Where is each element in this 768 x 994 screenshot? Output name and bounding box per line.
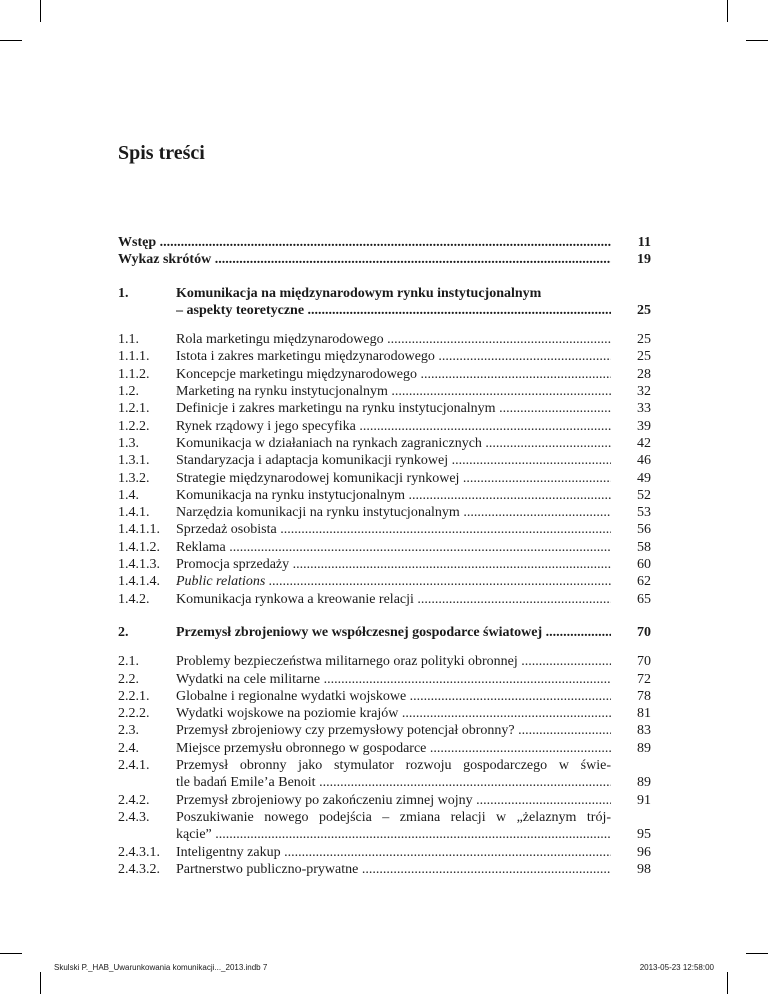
toc-number: 2.4.3.1. — [118, 844, 160, 860]
toc-number: 1.2.2. — [118, 418, 150, 434]
toc-entry-text: Miejsce przemysłu obronnego w gospodarce ..... — [176, 740, 611, 757]
toc-page-number: 89 — [637, 740, 651, 756]
toc-number: 1.4. — [118, 487, 139, 503]
toc-number: 1.2. — [118, 384, 139, 400]
toc-page-number: 91 — [637, 792, 651, 808]
toc-number: 1.3.2. — [118, 470, 150, 486]
print-footer-filename: Skulski P._HAB_Uwarunkowania komunikacji..._2013.indb 7 — [54, 963, 268, 972]
crop-mark — [746, 953, 768, 954]
table-of-contents — [118, 234, 651, 878]
crop-mark — [746, 40, 768, 41]
toc-row[interactable] — [118, 705, 651, 722]
toc-page-number: 25 — [637, 349, 651, 365]
toc-page-number: 19 — [637, 252, 651, 268]
toc-page-number: 25 — [637, 302, 651, 318]
toc-page-number: 33 — [637, 401, 651, 417]
print-footer-timestamp: 2013-05-23 12:58:00 — [639, 963, 714, 972]
toc-number: 1.1.2. — [118, 366, 150, 382]
toc-page-number: 83 — [637, 723, 651, 739]
toc-number: 2.2.2. — [118, 706, 150, 722]
toc-page-number: 39 — [637, 418, 651, 434]
toc-row[interactable] — [118, 366, 651, 383]
toc-page-number: 72 — [637, 671, 651, 687]
toc-row[interactable] — [118, 539, 651, 556]
toc-chapter-2-tail-items — [118, 844, 651, 879]
toc-entry-text: Koncepcje marketingu międzynarodowego ..... — [176, 366, 611, 383]
toc-number: 1.1. — [118, 332, 139, 348]
toc-page-number: 56 — [637, 522, 651, 538]
toc-entry-text: Przemysł zbrojeniowy czy przemysłowy potencjał obronny? ..... — [176, 722, 611, 739]
toc-entry-text: Rola marketingu międzynarodowego ..... — [176, 331, 611, 348]
toc-page-number: 81 — [637, 706, 651, 722]
toc-entry-text: Public relations ..... — [176, 573, 611, 590]
crop-mark — [40, 0, 41, 22]
toc-entry-text: Globalne i regionalne wydatki wojskowe ..... — [176, 688, 611, 705]
toc-number: 2.4. — [118, 740, 139, 756]
toc-page-number: 70 — [637, 624, 651, 640]
toc-page-number: 95 — [637, 827, 651, 843]
page-title: Spis treści — [118, 142, 205, 164]
toc-number: 1.3.1. — [118, 453, 150, 469]
toc-entry-text: Komunikacja rynkowa a kreowanie relacji ..... — [176, 591, 611, 608]
toc-chapter-1-items — [118, 331, 651, 608]
toc-row[interactable] — [118, 504, 651, 521]
toc-chapter-1[interactable] — [118, 285, 651, 320]
toc-page-number: 98 — [637, 861, 651, 877]
front-matter — [118, 234, 651, 269]
toc-row-wykaz-skrotow[interactable] — [118, 251, 651, 268]
toc-entry-text: Komunikacja na rynku instytucjonalnym ..... — [176, 487, 611, 504]
toc-row[interactable] — [118, 844, 651, 861]
toc-entry-text: Istota i zakres marketingu międzynarodowego ..... — [176, 348, 611, 365]
toc-entry-text: Reklama ..... — [176, 539, 611, 556]
crop-mark — [0, 953, 22, 954]
toc-chapter-2-items — [118, 653, 651, 757]
toc-entry-text: Rynek rządowy i jego specyfika ..... — [176, 418, 611, 435]
toc-number: 2.2. — [118, 671, 139, 687]
toc-chapter-2[interactable] — [118, 624, 651, 641]
toc-row[interactable] — [118, 792, 651, 809]
toc-number: 1.4.1. — [118, 505, 150, 521]
toc-row[interactable] — [118, 671, 651, 688]
toc-row[interactable] — [118, 452, 651, 469]
toc-number: 1.3. — [118, 435, 139, 451]
toc-entry-text: Wydatki wojskowe na poziomie krajów ..... — [176, 705, 611, 722]
toc-number: 2.2.1. — [118, 688, 150, 704]
toc-page-number: 11 — [637, 235, 651, 250]
toc-row[interactable] — [118, 418, 651, 435]
toc-row[interactable] — [118, 521, 651, 538]
toc-row[interactable] — [118, 383, 651, 400]
toc-row[interactable] — [118, 861, 651, 878]
toc-row[interactable] — [118, 591, 651, 608]
toc-row[interactable] — [118, 435, 651, 452]
toc-entry-text: Problemy bezpieczeństwa militarnego oraz polityki obronnej ..... — [176, 653, 611, 670]
toc-entry-text: Komunikacja w działaniach na rynkach zagranicznych ..... — [176, 435, 611, 452]
toc-row[interactable] — [118, 653, 651, 670]
toc-entry-text: Wykaz skrótów ..... — [118, 251, 611, 268]
toc-row[interactable] — [118, 487, 651, 504]
toc-row[interactable] — [118, 331, 651, 348]
toc-number: 1.4.1.1. — [118, 522, 160, 538]
toc-page-number: 42 — [637, 435, 651, 451]
toc-entry-text: tle badań Emile’a Benoit ..... — [176, 774, 611, 791]
toc-entry-text: Standaryzacja i adaptacja komunikacji rynkowej ..... — [176, 452, 611, 469]
toc-number: 2.4.3.2. — [118, 861, 160, 877]
toc-entry-text: Sprzedaż osobista ..... — [176, 521, 611, 538]
toc-number: 1. — [118, 285, 129, 301]
toc-number: 2. — [118, 624, 129, 640]
toc-number: 1.4.1.3. — [118, 557, 160, 573]
toc-row-wstep[interactable] — [118, 234, 651, 251]
toc-row[interactable] — [118, 470, 651, 487]
crop-mark — [727, 0, 728, 22]
toc-number: 1.4.2. — [118, 591, 150, 607]
toc-row[interactable] — [118, 809, 651, 844]
toc-row[interactable] — [118, 400, 651, 417]
toc-page-number: 60 — [637, 557, 651, 573]
toc-number: 2.4.3. — [118, 809, 150, 825]
toc-entry-text: kącie” ..... — [176, 826, 611, 843]
toc-number: 2.3. — [118, 723, 139, 739]
toc-entry-text: Promocja sprzedaży ..... — [176, 556, 611, 573]
toc-page-number: 96 — [637, 844, 651, 860]
toc-number: 2.4.2. — [118, 792, 150, 808]
crop-mark — [0, 40, 22, 41]
toc-number: 1.1.1. — [118, 349, 150, 365]
toc-entry-text: Poszukiwanie nowego podejścia – zmiana relacji w „żelaznym trój- — [176, 809, 611, 825]
toc-number: 2.1. — [118, 654, 139, 670]
toc-entry-text: Wstęp ..... — [118, 234, 611, 251]
toc-page-number: 28 — [637, 366, 651, 382]
toc-entry-text: Strategie międzynarodowej komunikacji rynkowej ..... — [176, 470, 611, 487]
toc-entry-text: Komunikacja na międzynarodowym rynku instytucjonalnym — [176, 285, 542, 301]
toc-entry-text: Inteligentny zakup ..... — [176, 844, 611, 861]
toc-entry-text: Marketing na rynku instytucjonalnym ..... — [176, 383, 611, 400]
toc-row[interactable] — [118, 573, 651, 590]
toc-row[interactable] — [118, 740, 651, 757]
toc-page-number: 78 — [637, 688, 651, 704]
toc-row[interactable] — [118, 348, 651, 365]
crop-mark — [40, 972, 41, 994]
toc-entry-text: – aspekty teoretyczne ..... — [176, 302, 611, 319]
toc-entry-text: Definicje i zakres marketingu na rynku instytucjonalnym ..... — [176, 400, 611, 417]
toc-entry-text: Narzędzia komunikacji na rynku instytucjonalnym ..... — [176, 504, 611, 521]
toc-entry-text: Przemysł zbrojeniowy we współczesnej gospodarce światowej ..... — [176, 624, 611, 641]
toc-page-number: 70 — [637, 654, 651, 670]
toc-page-number: 46 — [637, 453, 651, 469]
toc-page-number: 32 — [637, 384, 651, 400]
toc-row[interactable] — [118, 722, 651, 739]
toc-number: 1.2.1. — [118, 401, 150, 417]
toc-page-number: 65 — [637, 591, 651, 607]
toc-page-number: 62 — [637, 574, 651, 590]
toc-number: 2.4.1. — [118, 758, 150, 774]
toc-number: 1.4.1.2. — [118, 539, 160, 555]
toc-page-number: 52 — [637, 487, 651, 503]
toc-number: 1.4.1.4. — [118, 574, 160, 590]
toc-row[interactable] — [118, 757, 651, 792]
toc-page-number: 25 — [637, 332, 651, 348]
toc-entry-text: Przemysł zbrojeniowy po zakończeniu zimnej wojny ..... — [176, 792, 611, 809]
toc-page-number: 49 — [637, 470, 651, 486]
toc-page-number: 53 — [637, 505, 651, 521]
toc-row[interactable] — [118, 688, 651, 705]
toc-entry-text: Wydatki na cele militarne ..... — [176, 671, 611, 688]
toc-entry-text: Przemysł obronny jako stymulator rozwoju gospodarczego w świe- — [176, 758, 611, 774]
toc-entry-text: Partnerstwo publiczno-prywatne ..... — [176, 861, 611, 878]
toc-page-number: 58 — [637, 539, 651, 555]
toc-row[interactable] — [118, 556, 651, 573]
crop-mark — [727, 972, 728, 994]
toc-page-number: 89 — [637, 775, 651, 791]
